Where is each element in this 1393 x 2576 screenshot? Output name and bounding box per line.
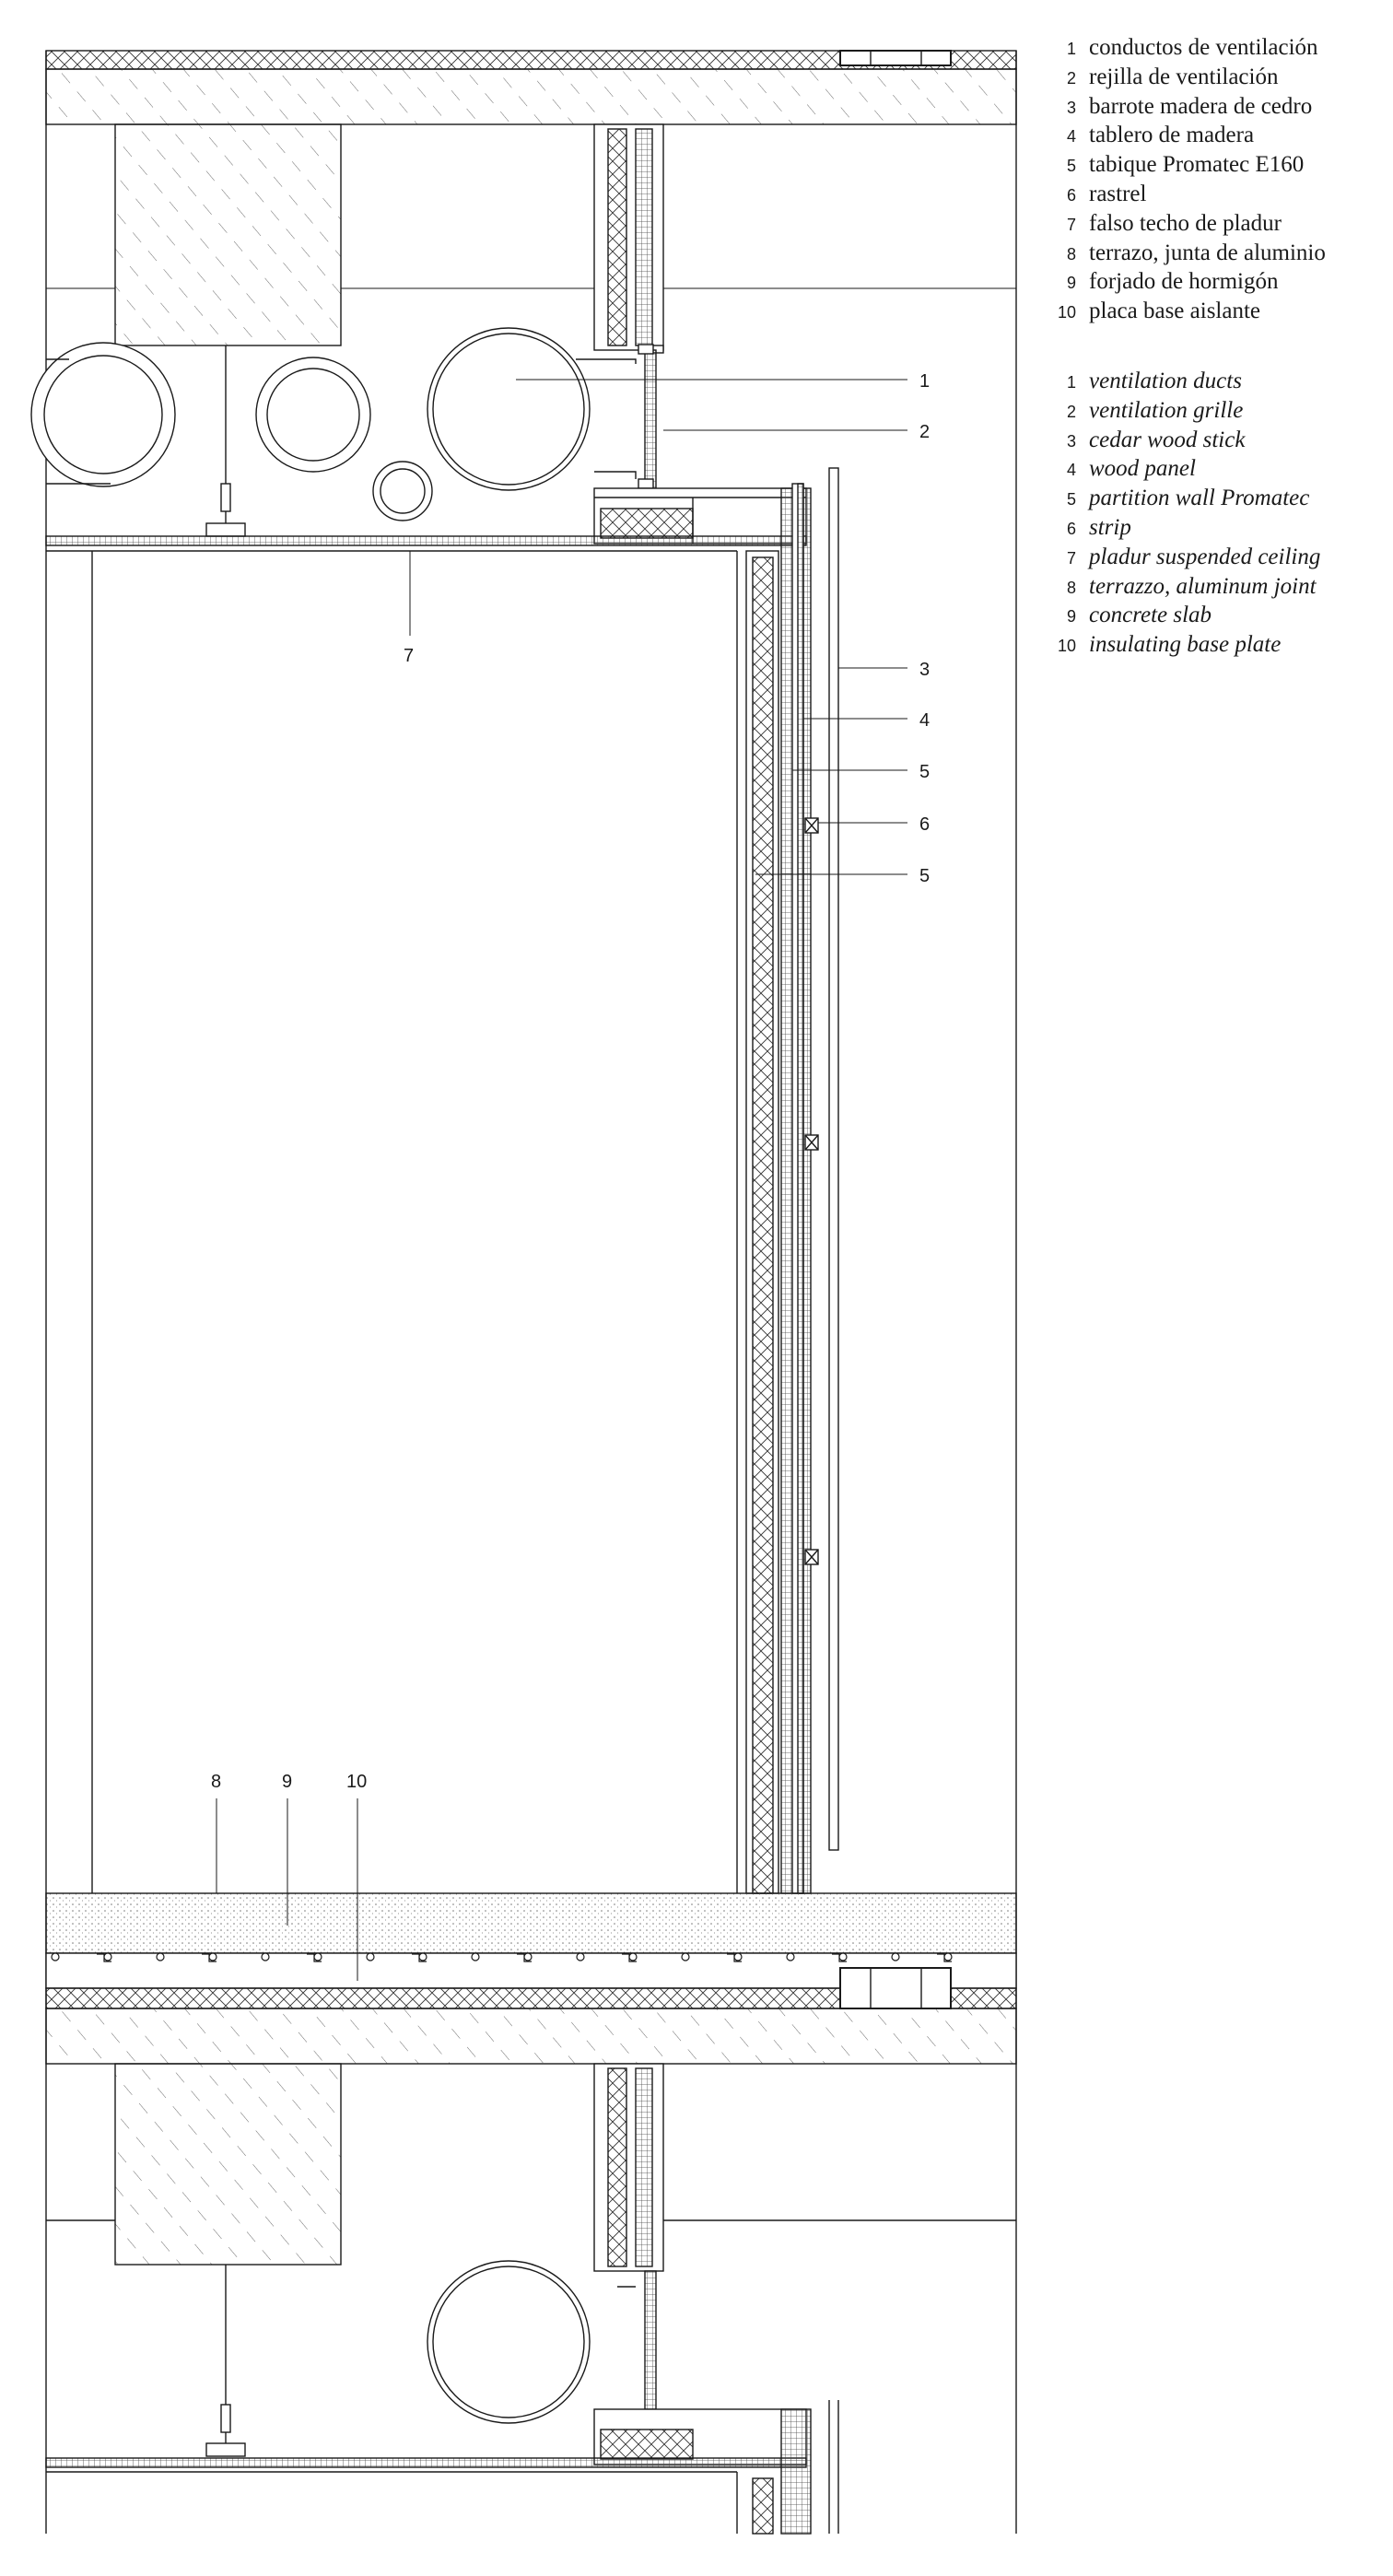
legend-number: 9: [1066, 607, 1076, 626]
slab-dowel: [839, 1953, 847, 1961]
legend-label: tablero de madera: [1089, 123, 1255, 148]
slab-dowel: [734, 1953, 742, 1961]
legend-es-item-10: [1050, 299, 1326, 328]
callout-5a: 5: [919, 762, 931, 782]
slab-dowel: [629, 1953, 637, 1961]
legend-label: falso techo de pladur: [1089, 210, 1282, 236]
upper-wall: [594, 124, 663, 353]
slab-dowel: [314, 1953, 322, 1961]
top-slab: [46, 51, 1016, 345]
legend-label: pladur suspended ceiling: [1089, 544, 1321, 569]
legend-number: 5: [1066, 157, 1076, 176]
legend-label: placa base aislante: [1089, 299, 1261, 324]
legend-number: 1: [1066, 372, 1076, 392]
floor-slab: [46, 1893, 1016, 2064]
legend-number: 3: [1066, 431, 1076, 451]
legend-label: rastrel: [1089, 181, 1147, 206]
legend-es-item-4: [1050, 123, 1326, 152]
legend-label: strip: [1089, 514, 1131, 540]
slab-dowel: [524, 1953, 532, 1961]
legend-label: terrazzo, aluminum joint: [1089, 573, 1317, 599]
legend-en-item-4: [1050, 456, 1326, 486]
slab-dowel: [419, 1953, 427, 1961]
legend-label: rejilla de ventilación: [1089, 64, 1279, 89]
ceiling-bulkhead: [594, 488, 806, 544]
legend-en-item-8: [1050, 574, 1326, 603]
suspended-ceiling: [46, 536, 806, 551]
legend-en-item-1: [1050, 369, 1326, 398]
legend-label: ventilation ducts: [1089, 368, 1242, 393]
legend-label: conductos de ventilación: [1089, 35, 1318, 60]
callout-2: 2: [919, 422, 931, 442]
legend-en-item-6: [1050, 515, 1326, 544]
legend-number: 5: [1066, 490, 1076, 509]
legend-label: partition wall Promatec: [1089, 486, 1310, 511]
legend-es-item-2: [1050, 64, 1326, 94]
slab-dowel: [262, 1953, 269, 1961]
legend-english: [1050, 369, 1326, 662]
legend-number: 10: [1057, 637, 1076, 656]
legend-es-item-7: [1050, 211, 1326, 240]
legend-number: 8: [1066, 244, 1076, 263]
legend-label: wood panel: [1089, 456, 1196, 482]
slab-dowel: [104, 1953, 111, 1961]
slab-dowel: [944, 1953, 952, 1961]
legend-spanish: [1050, 35, 1326, 328]
legend-label: terrazo, junta de aluminio: [1089, 240, 1326, 265]
legend-es-item-9: [1050, 269, 1326, 299]
legend-en-item-9: [1050, 603, 1326, 632]
legend-number: 3: [1066, 98, 1076, 117]
callout-10: 10: [346, 1772, 368, 1792]
legend-label: forjado de hormigón: [1089, 269, 1279, 295]
slab-dowel: [892, 1953, 899, 1961]
legend-number: 6: [1066, 185, 1076, 205]
slab-dowel: [367, 1953, 374, 1961]
callout-8: 8: [211, 1772, 222, 1792]
legend-number: 2: [1066, 402, 1076, 421]
legend-es-item-6: [1050, 181, 1326, 211]
legend-number: 1: [1066, 40, 1076, 58]
legend-number: 6: [1066, 519, 1076, 538]
legend-en-item-3: [1050, 427, 1326, 457]
legend-number: 9: [1066, 274, 1076, 293]
legend-label: ventilation grille: [1089, 397, 1244, 423]
callout-7: 7: [404, 646, 415, 666]
callout-3: 3: [919, 660, 931, 680]
lower-beam: [46, 2064, 1016, 2265]
callout-1: 1: [919, 371, 931, 392]
legend: [1050, 35, 1326, 662]
legend-number: 7: [1066, 215, 1076, 234]
legend-en-item-10: [1050, 632, 1326, 662]
slab-dowel: [577, 1953, 584, 1961]
legend-es-item-3: [1050, 94, 1326, 123]
slab-dowel: [682, 1953, 689, 1961]
slab-dowel: [472, 1953, 479, 1961]
slab-dowel: [209, 1953, 217, 1961]
legend-label: concrete slab: [1089, 603, 1212, 628]
slab-dowel: [157, 1953, 164, 1961]
legend-number: 4: [1066, 461, 1076, 480]
slab-dowel: [52, 1953, 59, 1961]
partition-wall: [92, 468, 838, 1893]
legend-es-item-8: [1050, 240, 1326, 270]
legend-es-item-1: [1050, 35, 1326, 64]
legend-label: cedar wood stick: [1089, 427, 1246, 452]
legend-en-item-7: [1050, 544, 1326, 574]
legend-en-item-5: [1050, 486, 1326, 515]
legend-label: insulating base plate: [1089, 632, 1282, 658]
callout-4: 4: [919, 710, 931, 731]
legend-label: tabique Promatec E160: [1089, 152, 1305, 178]
legend-number: 8: [1066, 578, 1076, 597]
legend-number: 10: [1057, 303, 1076, 322]
ventilation-ducts: [31, 328, 590, 521]
slab-dowel: [787, 1953, 794, 1961]
legend-number: 7: [1066, 548, 1076, 568]
legend-en-item-2: [1050, 398, 1326, 427]
callout-9: 9: [282, 1772, 293, 1792]
callout-6: 6: [919, 814, 931, 835]
legend-number: 2: [1066, 68, 1076, 88]
callout-5b: 5: [919, 866, 931, 886]
legend-label: barrote madera de cedro: [1089, 93, 1313, 119]
legend-es-item-5: [1050, 152, 1326, 181]
legend-number: 4: [1066, 127, 1076, 146]
